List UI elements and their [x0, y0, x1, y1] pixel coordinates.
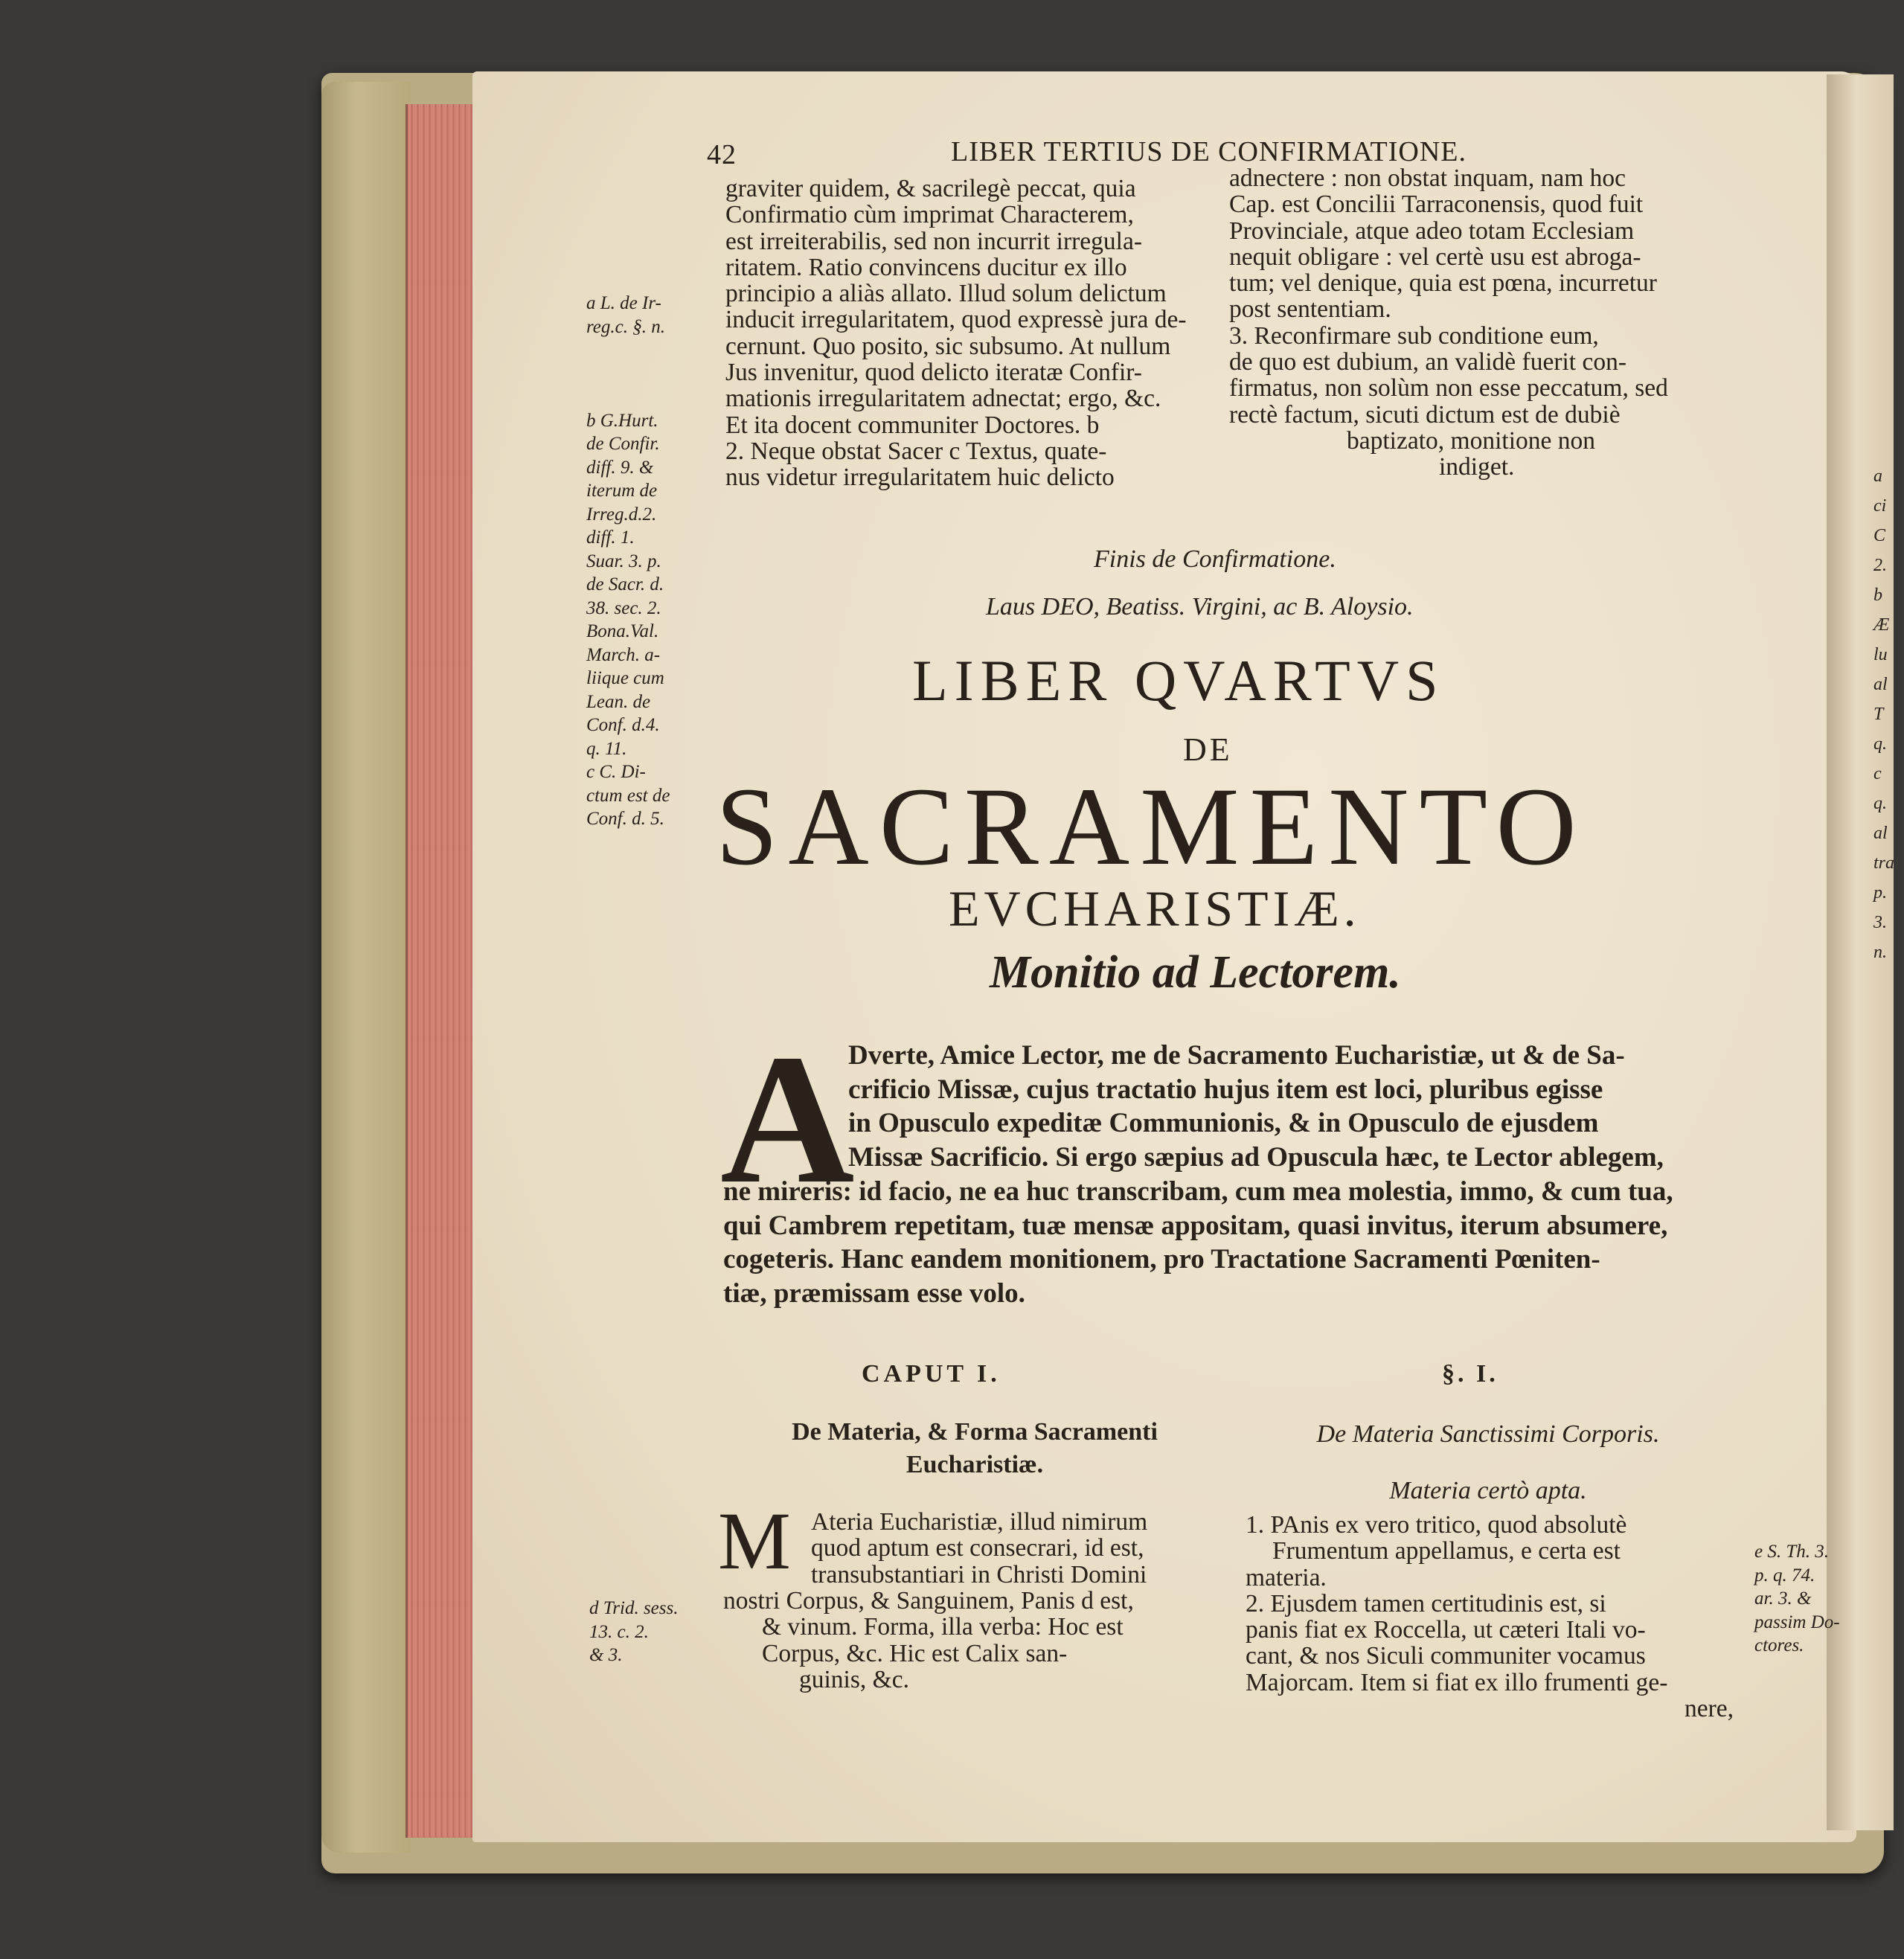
caput-heading: CAPUT I. — [862, 1360, 1001, 1388]
facing-page-fragment: c — [1873, 764, 1882, 783]
margin-note: de Confir. — [586, 434, 660, 454]
margin-note: ctores. — [1754, 1635, 1804, 1655]
margin-note: p. q. 74. — [1754, 1565, 1815, 1586]
caput-margin-notes — [589, 1597, 678, 1667]
margin-note: q. 11. — [586, 738, 627, 759]
right-column-top — [1229, 165, 1668, 481]
facing-page-fragment: 2. — [1873, 556, 1887, 575]
text-line: Jus invenitur, quod delicto iteratæ Confir- — [725, 359, 1142, 387]
text-line: 1. PAnis ex vero tritico, quod absolutè — [1246, 1511, 1627, 1539]
admonition-line: crificio Missæ, cujus tractatio hujus item est loci, pluribus egisse — [848, 1074, 1603, 1105]
text-line: graviter quidem, & sacrilegè peccat, quia — [725, 175, 1136, 202]
margin-note: ar. 3. & — [1754, 1588, 1812, 1609]
facing-page-fragment: q. — [1873, 734, 1887, 754]
text-line: transubstantiari in Christi Domini — [811, 1560, 1147, 1588]
margin-note: b G.Hurt. — [586, 410, 658, 431]
text-line: Corpus, &c. Hic est Calix san- — [762, 1639, 1068, 1667]
facing-page-fragment: al — [1873, 675, 1888, 694]
caput-subtitle-1: De Materia, & Forma Sacramenti — [792, 1418, 1158, 1446]
section-sub-heading: Materia certò apta. — [1389, 1477, 1587, 1504]
text-line: est irreiterabilis, sed non incurrit irregula- — [725, 227, 1142, 255]
text-line: post sententiam. — [1229, 295, 1391, 324]
admonition-line: ne mireris: id facio, ne ea huc transcribam, cum mea molestia, immo, & cum tua, — [723, 1176, 1673, 1207]
text-line: nostri Corpus, & Sanguinem, Panis d est, — [723, 1587, 1134, 1615]
text-line: Et ita docent communiter Doctores. b — [725, 411, 1100, 439]
book-spine-edge — [321, 82, 411, 1853]
margin-note: a L. de Ir- — [586, 293, 661, 313]
section-subtitle: De Materia Sanctissimi Corporis. — [1316, 1420, 1660, 1448]
margin-note — [586, 385, 670, 409]
text-line: rectè factum, sicuti dictum est de dubiè — [1229, 400, 1621, 429]
text-line: nequit obligare : vel certè usu est abroga- — [1229, 243, 1641, 271]
text-line: principio a aliàs allato. Illud solum delictum — [725, 280, 1167, 308]
margin-note: reg.c. §. n. — [586, 316, 665, 337]
title-eucharistiae: EVCHARISTIÆ. — [949, 880, 1361, 937]
text-line: panis fiat ex Roccella, ut cæteri Itali vo- — [1246, 1616, 1646, 1644]
margin-note: iterum de — [586, 481, 658, 501]
admonition-line: tiæ, præmissam esse volo. — [723, 1278, 1025, 1309]
facing-page-fragment: a — [1873, 466, 1882, 486]
caput-subtitle-2: Eucharistiæ. — [905, 1451, 1044, 1478]
facing-page-fragment: T — [1873, 705, 1884, 724]
text-line: & vinum. Forma, illa verba: Hoc est — [762, 1613, 1124, 1641]
drop-cap-a: A — [720, 1016, 855, 1222]
text-line: quod aptum est consecrari, id est, — [811, 1534, 1144, 1562]
running-head-title: LIBER TERTIUS DE CONFIRMATIONE. — [951, 136, 1467, 167]
facing-page-fragment: ci — [1873, 496, 1887, 516]
section-margin-notes — [1754, 1540, 1840, 1658]
margin-note: Irreg.d.2. — [586, 504, 657, 525]
margin-note: Conf. d.4. — [586, 715, 660, 735]
caput-first-lines — [811, 1509, 1147, 1588]
text-line: tum; vel denique, quia est pœna, incurretur — [1229, 269, 1657, 298]
margin-note: Conf. d. 5. — [586, 809, 664, 829]
facing-page-fragment: C — [1873, 526, 1886, 545]
text-line: mationis irregularitatem adnectat; ergo, &c. — [725, 385, 1161, 413]
admonition-line: in Opusculo expeditæ Communionis, & in Opusculo de ejusdem — [848, 1108, 1599, 1139]
admonition-line: qui Cambrem repetitam, tuæ mensæ appositam, quasi invitus, iterum absumere, — [723, 1210, 1668, 1241]
admonition-line: cogeteris. Hanc eandem monitionem, pro Tractatione Sacramenti Pœniten- — [723, 1244, 1600, 1275]
text-line: cant, & nos Siculi communiter vocamus — [1246, 1642, 1646, 1670]
title-de: DE — [1183, 731, 1233, 768]
margin-note: liique cum — [586, 668, 664, 688]
text-line: ritatem. Ratio convincens ducitur ex illo — [725, 253, 1127, 281]
margin-note: passim Do- — [1754, 1612, 1840, 1632]
facing-page-fragment: b — [1873, 586, 1882, 605]
text-line: 2. Neque obstat Sacer c Textus, quate- — [725, 437, 1107, 465]
margin-note: de Sacr. d. — [586, 574, 664, 594]
admonition-line: Missæ Sacrificio. Si ergo sæpius ad Opuscula hæc, te Lector ablegem, — [848, 1142, 1664, 1173]
facing-page-fragment: lu — [1873, 645, 1888, 664]
text-line: baptizato, monitione non — [1347, 426, 1596, 455]
left-column-top — [725, 176, 1187, 491]
section-lines — [1246, 1512, 1734, 1722]
facing-page-fragment: n. — [1873, 943, 1887, 962]
text-line: Confirmatio cùm imprimat Characterem, — [725, 201, 1134, 229]
margin-note — [586, 339, 670, 362]
section-heading: §. I. — [1442, 1360, 1498, 1388]
margin-note: Suar. 3. p. — [586, 551, 661, 571]
margin-note: c C. Di- — [586, 762, 646, 782]
text-line: nere, — [1685, 1695, 1734, 1723]
text-line: nus videtur irregularitatem huic delicto — [725, 464, 1115, 492]
text-line: Majorcam. Item si fiat ex illo frumenti ge- — [1246, 1668, 1668, 1696]
text-line: 3. Reconfirmare sub conditione eum, — [1229, 321, 1599, 350]
margin-notes-top — [586, 292, 670, 831]
admonition-lines-indented — [848, 1039, 1664, 1175]
text-line: firmatus, non solùm non esse peccatum, sed — [1229, 374, 1668, 403]
margin-note — [586, 362, 670, 386]
admonition-lines-full — [723, 1175, 1673, 1311]
page-number: 42 — [707, 139, 737, 170]
text-line: indiget. — [1439, 453, 1515, 481]
text-line: Provinciale, atque adeo totam Ecclesiam — [1229, 217, 1635, 245]
facing-page-fragment: p. — [1873, 883, 1887, 902]
margin-note: d Trid. sess. — [589, 1598, 679, 1618]
text-line: inducit irregularitatem, quod expressè jura de- — [725, 306, 1187, 334]
facing-page-fragment: al — [1873, 824, 1888, 843]
admonition-line: Dverte, Amice Lector, me de Sacramento Eucharistiæ, ut & de Sa- — [848, 1040, 1625, 1071]
margin-note: e S. Th. 3. — [1754, 1542, 1829, 1562]
margin-note: Lean. de — [586, 691, 651, 712]
facing-page-fragment: 3. — [1873, 913, 1887, 932]
margin-note: ctum est de — [586, 785, 670, 806]
margin-note: & 3. — [589, 1645, 623, 1665]
text-line: Frumentum appellamus, e certa est — [1272, 1537, 1621, 1565]
facing-page-fragments — [1873, 461, 1894, 967]
margin-note: diff. 9. & — [586, 457, 654, 478]
text-line: adnectere : non obstat inquam, nam hoc — [1229, 164, 1626, 192]
text-line: de quo est dubium, an validè fuerit con- — [1229, 348, 1626, 376]
text-line: Cap. est Concilii Tarraconensis, quod fuit — [1229, 190, 1644, 219]
margin-note: March. a- — [586, 644, 661, 665]
facing-page-fragment: q. — [1873, 794, 1887, 813]
margin-note: Bona.Val. — [586, 621, 659, 641]
margin-note: 13. c. 2. — [589, 1621, 649, 1642]
text-line: cernunt. Quo posito, sic subsumo. At nullum — [725, 332, 1171, 360]
drop-cap-m: M — [718, 1495, 791, 1586]
laus-line: Laus DEO, Beatiss. Virgini, ac B. Aloysio. — [986, 593, 1414, 621]
caput-rest-lines — [723, 1588, 1134, 1693]
title-liber-quartus: LIBER QVARTVS — [912, 648, 1445, 713]
monitio-heading: Monitio ad Lectorem. — [990, 947, 1401, 998]
text-line: materia. — [1246, 1563, 1327, 1591]
finis-line: Finis de Confirmatione. — [1094, 545, 1336, 573]
red-page-edges — [406, 104, 478, 1838]
margin-note: diff. 1. — [586, 528, 635, 548]
title-sacramento: SACRAMENTO — [716, 765, 1587, 888]
margin-note: 38. sec. 2. — [586, 597, 661, 618]
text-line: guinis, &c. — [799, 1665, 909, 1693]
facing-page-fragment: tra — [1873, 853, 1895, 873]
text-line: 2. Ejusdem tamen certitudinis est, si — [1246, 1589, 1606, 1617]
text-line: Ateria Eucharistiæ, illud nimirum — [811, 1508, 1148, 1536]
facing-page-fragment: Æ — [1873, 615, 1890, 635]
